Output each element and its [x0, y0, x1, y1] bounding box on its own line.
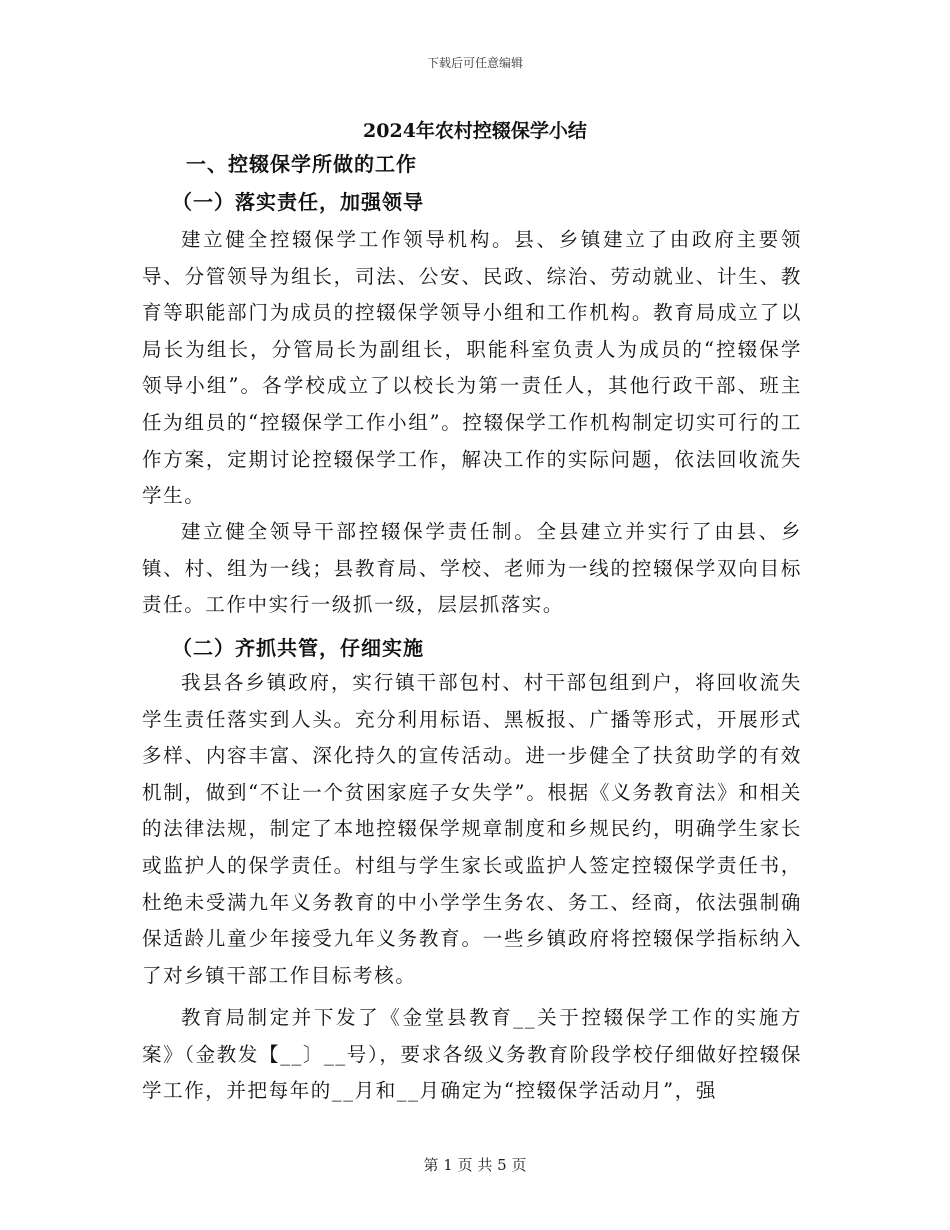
document-title: 2024年农村控辍保学小结 — [363, 120, 587, 142]
section-heading-1: 一、控辍保学所做的工作 — [186, 152, 417, 176]
paragraph-1: 建立健全控辍保学工作领导机构。县、乡镇建立了由政府主要领导、分管领导为组长，司法、公安、民政、综治、劳动就业、计生、教育等职能部门为成员的控辍保学领导小组和工作机构。教育局成立了以局长为组长，分管局长为副组长，职能科室负责人为成员的“控辍保学领导小组”。各学校成立了以校长为第一责任人，其他行政干部、班主任为组员的“控辍保学工作小组”。控辍保学工作机构制定切实可行的工作方案，定期讨论控辍保学工作，解决工作的实际问题，依法回收流失学生。 — [142, 228, 802, 508]
paragraph-4: 教育局制定并下发了《金堂县教育__关于控辍保学工作的实施方案》（金教发【__〕__号），要求各级义务教育阶段学校仔细做好控辍保学工作，并把每年的__月和__月确定为“控辍保学活动月”，强 — [142, 1006, 802, 1103]
page-number: 第 1 页 共 5 页 — [423, 1156, 527, 1174]
subsection-heading-1: （一）落实责任，加强领导 — [172, 190, 424, 214]
paragraph-2: 建立健全领导干部控辍保学责任制。全县建立并实行了由县、乡镇、村、组为一线；县教育局、学校、老师为一线的控辍保学双向目标责任。工作中实行一级抓一级，层层抓落实。 — [142, 520, 802, 617]
paragraph-3: 我县各乡镇政府，实行镇干部包村、村干部包组到户，将回收流失学生责任落实到人头。充分利用标语、黑板报、广播等形式，开展形式多样、内容丰富、深化持久的宣传活动。进一步健全了扶贫助学的有效机制，做到“不让一个贫困家庭子女失学”。根据《义务教育法》和相关的法律法规，制定了本地控辍保学规章制度和乡规民约，明确学生家长或监护人的保学责任。村组与学生家长或监护人签定控辍保学责任书，杜绝未受满九年义务教育的中小学学生务农、务工、经商，依法强制确保适龄儿童少年接受九年义务教育。一些乡镇政府将控辍保学指标纳入了对乡镇干部工作目标考核。 — [142, 671, 802, 987]
subsection-heading-2: （二）齐抓共管，仔细实施 — [172, 636, 424, 660]
header-note: 下载后可任意编辑 — [426, 56, 523, 70]
